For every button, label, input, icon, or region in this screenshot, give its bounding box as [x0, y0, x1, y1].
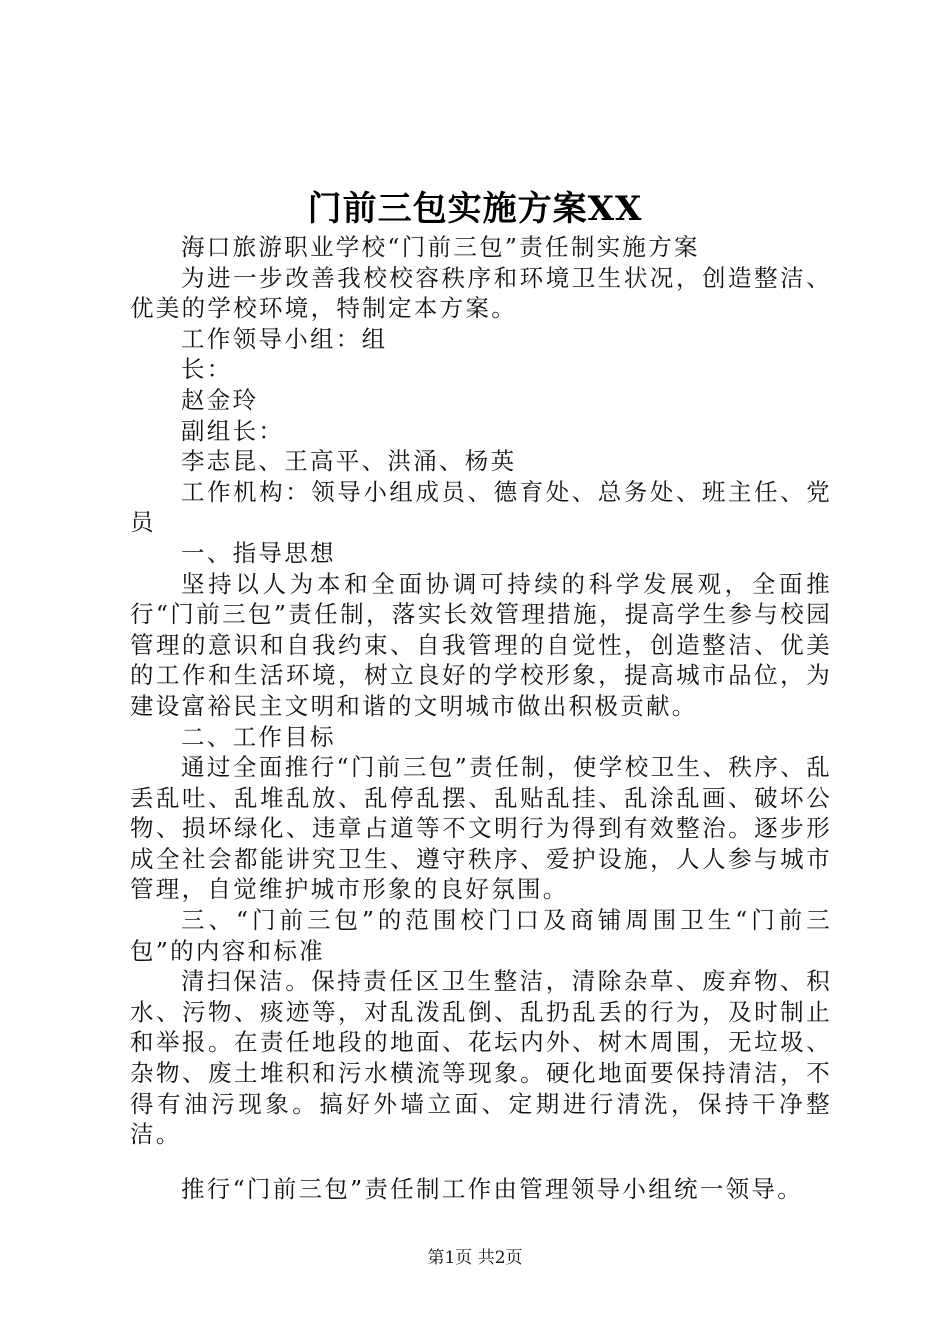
- paragraph-guiding-thought: 坚持以人为本和全面协调可持续的科学发展观，全面推行“门前三包”责任制，落实长效管理措施，提高学生参与校园管理的意识和自我约束、自我管理的自觉性，创造整洁、优美的工作和生活环境，树立良好的学校形象，提高城市品位，为建设富裕民主文明和谐的文明城市做出积极贡献。: [130, 569, 832, 720]
- paragraph-leader-name: 赵金玲: [181, 385, 259, 414]
- paragraph-implementation: 推行“门前三包”责任制工作由管理领导小组统一领导。: [181, 1174, 804, 1203]
- heading-guiding-thought: 一、指导思想: [181, 538, 336, 567]
- paragraph-cleaning: 清扫保洁。保持责任区卫生整洁，清除杂草、废弃物、积水、污物、痰迹等，对乱泼乱倒、乱扔乱丢的行为，及时制止和举报。在责任地段的地面、花坛内外、树木周围，无垃圾、杂物、废土堆积和污水横流等现象。硬化地面要保持清洁，不得有油污现象。搞好外墙立面、定期进行清洗，保持干净整洁。: [130, 967, 832, 1149]
- paragraph-deputy-names: 李志昆、王高平、洪涌、杨英: [181, 447, 517, 476]
- page-footer: 第1页 共2页: [427, 1248, 523, 1268]
- paragraph-deputy-label: 副组长：: [181, 416, 285, 445]
- paragraph-work-org: 工作机构：领导小组成员、德育处、总务处、班主任、党员: [130, 477, 832, 537]
- paragraph-leading-group: 工作领导小组：组: [181, 324, 388, 353]
- paragraph-work-goal: 通过全面推行“门前三包”责任制，使学校卫生、秩序、乱丢乱吐、乱堆乱放、乱停乱摆、乱贴乱挂、乱涂乱画、破坏公物、损坏绿化、违章占道等不文明行为得到有效整治。逐步形成全社会都能讲究卫生、遵守秩序、爱护设施，人人参与城市管理，自觉维护城市形象的良好氛围。: [130, 753, 832, 904]
- document-title: 门前三包实施方案XX: [307, 189, 643, 229]
- heading-scope: 三、“门前三包”的范围校门口及商铺周围卫生“门前三包”的内容和标准: [130, 906, 832, 965]
- paragraph-intro: 为进一步改善我校校容秩序和环境卫生状况，创造整洁、优美的学校环境，特制定本方案。: [130, 263, 832, 323]
- paragraph-subtitle: 海口旅游职业学校“门前三包”责任制实施方案: [181, 233, 700, 261]
- paragraph-leader-label: 长：: [181, 355, 233, 384]
- heading-work-goal: 二、工作目标: [181, 722, 336, 751]
- document-body: [130, 232, 832, 1204]
